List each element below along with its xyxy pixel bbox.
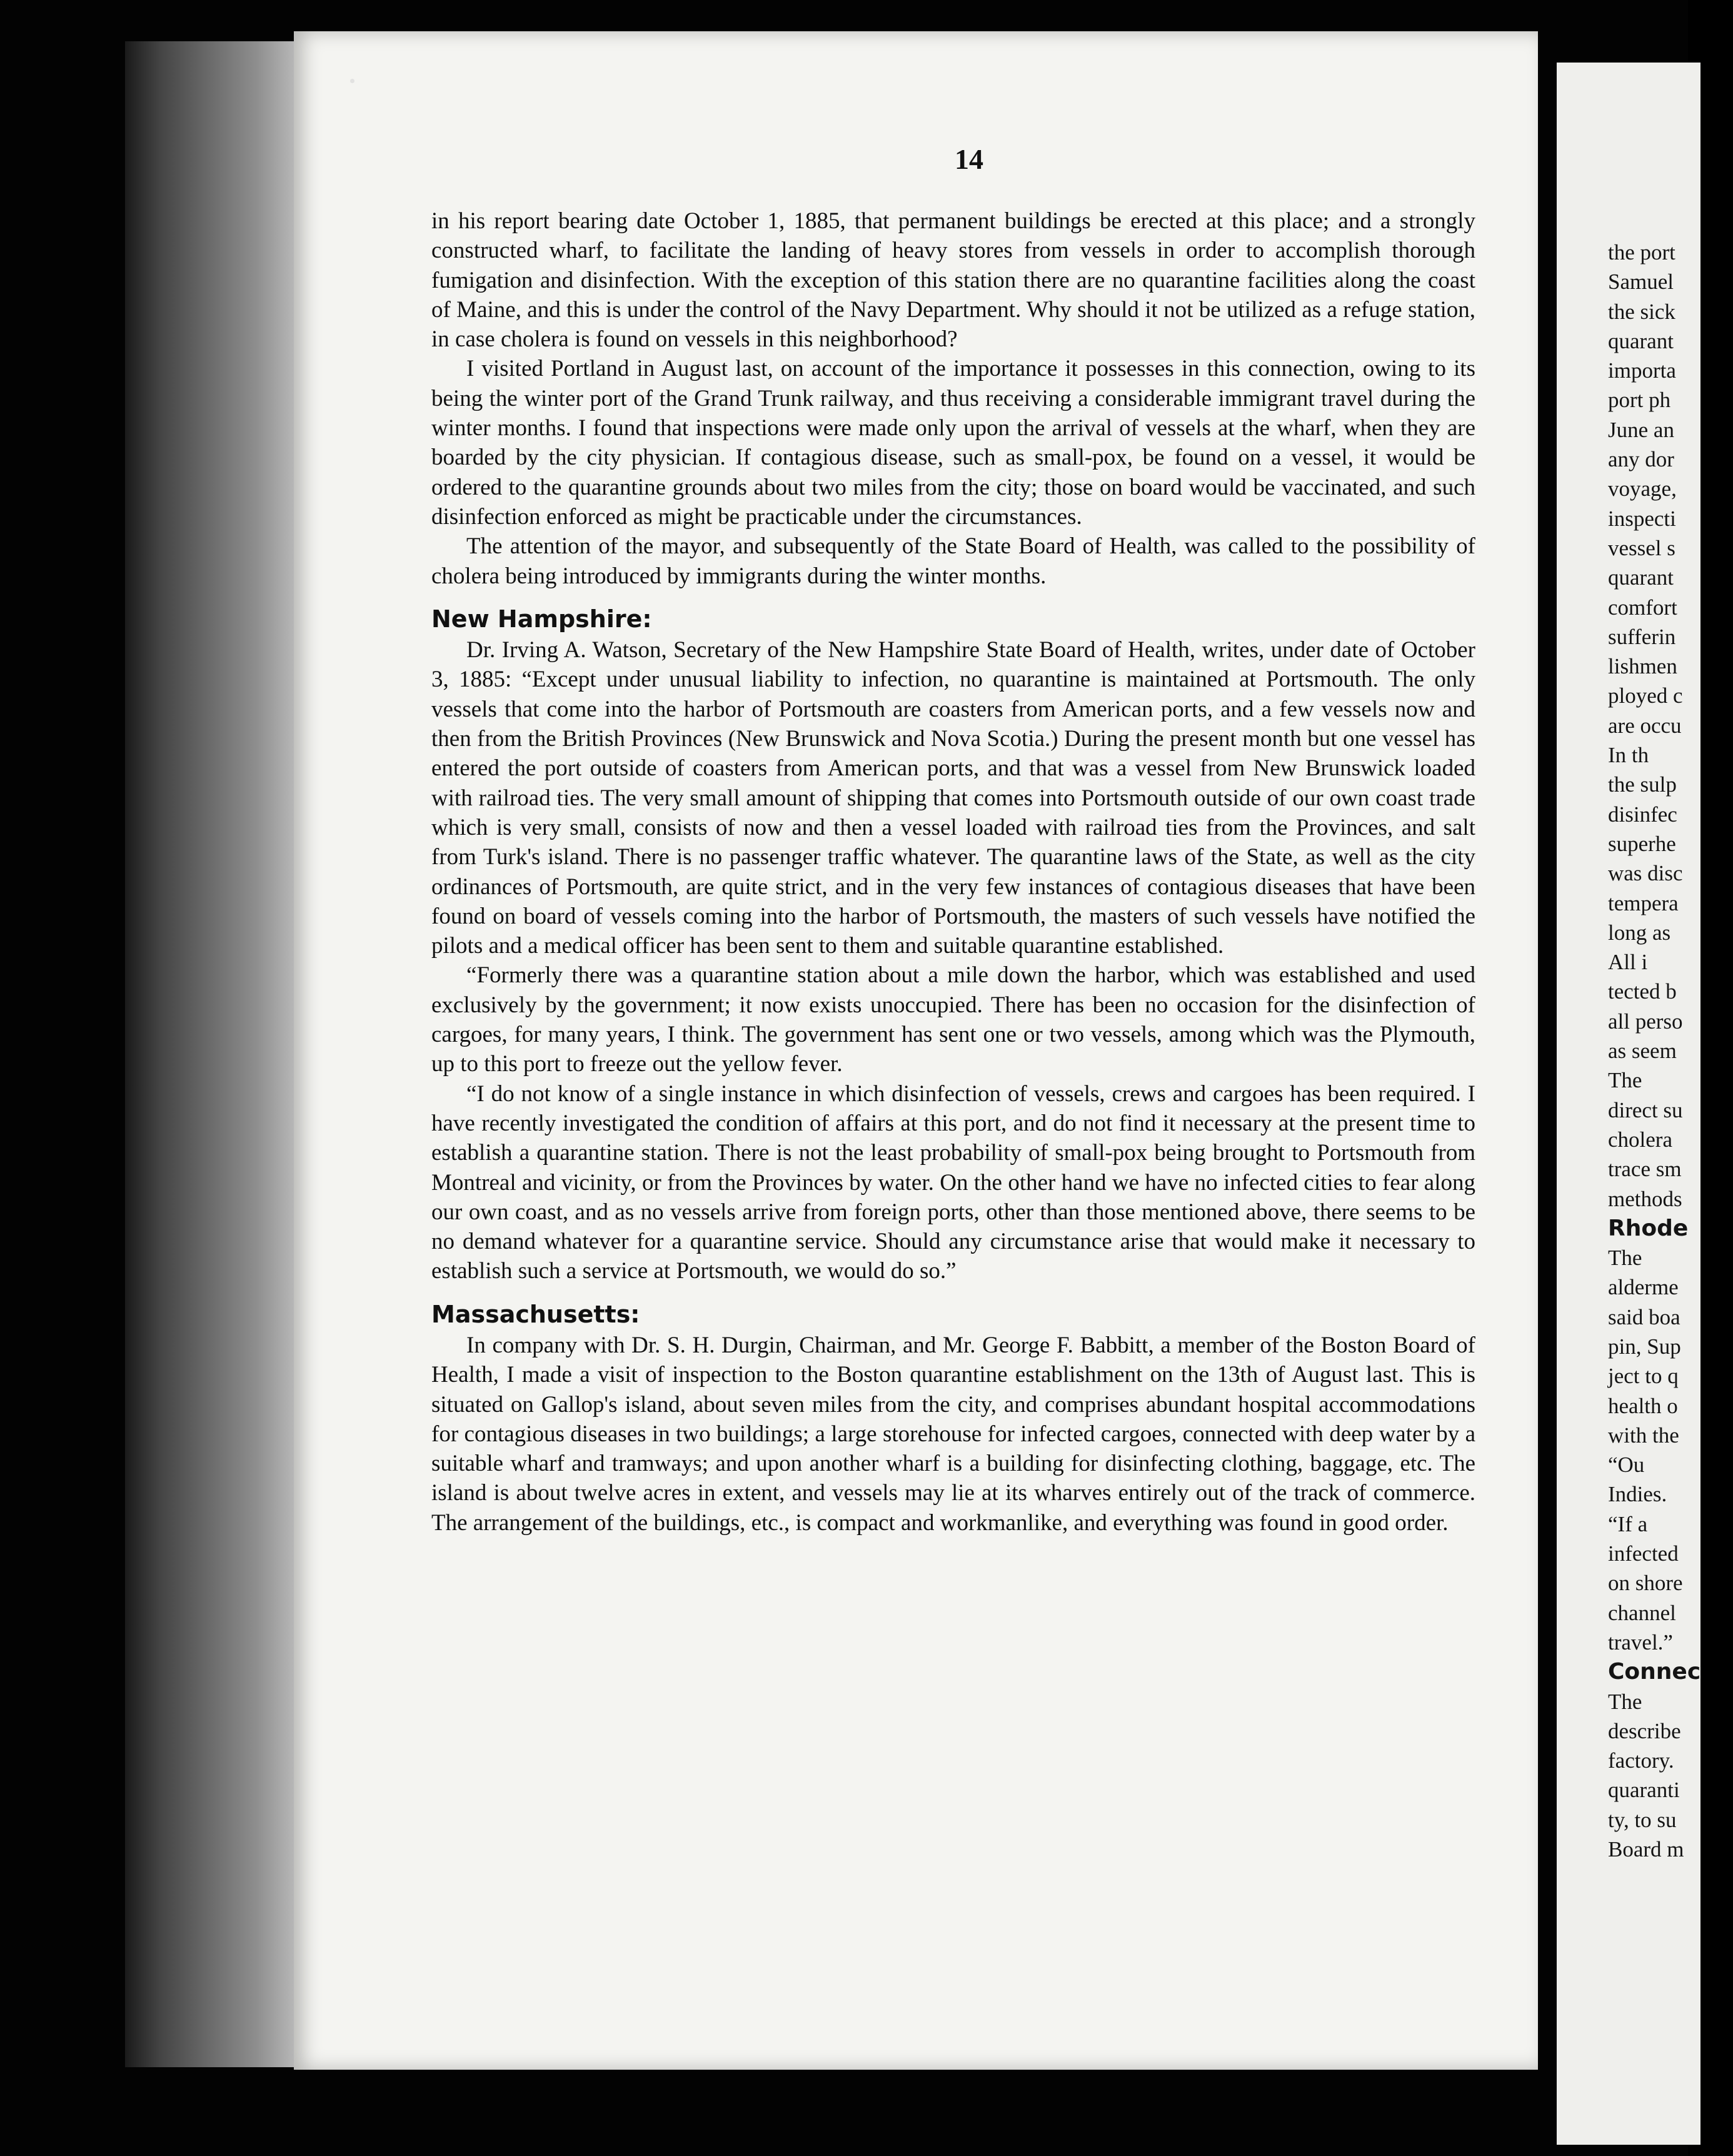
- right-page-line-fragment: alderme: [1608, 1275, 1679, 1300]
- right-page-line-fragment: ty, to su: [1608, 1807, 1677, 1832]
- right-page-line-fragment: on shore: [1608, 1571, 1683, 1596]
- right-page-line-fragment: the sick: [1608, 299, 1675, 324]
- right-page-line-fragment: tected b: [1608, 979, 1677, 1004]
- right-page-line-fragment: all perso: [1608, 1009, 1683, 1034]
- right-page-line-fragment: In th: [1608, 743, 1649, 768]
- right-page-line-fragment: sufferin: [1608, 624, 1676, 649]
- right-page-line-fragment: “If a: [1608, 1511, 1648, 1536]
- right-page-line-fragment: The: [1608, 1068, 1642, 1093]
- right-page-text-fragments: [1608, 238, 1733, 1864]
- right-page-line-fragment: pin, Sup: [1608, 1334, 1681, 1359]
- right-page-heading-fragment: Rhode: [1608, 1215, 1689, 1241]
- right-page-line-fragment: disinfec: [1608, 802, 1677, 827]
- right-page-line-fragment: superhe: [1608, 831, 1676, 856]
- section-heading: New Hampshire:: [431, 605, 652, 633]
- right-page-line-fragment: All i: [1608, 950, 1648, 975]
- right-page-line-fragment: infected: [1608, 1541, 1679, 1566]
- right-page-line-fragment: quarant: [1608, 328, 1674, 353]
- right-page-line-fragment: Indies.: [1608, 1482, 1667, 1507]
- right-page-line-fragment: travel.”: [1608, 1630, 1673, 1655]
- page-number: 14: [955, 143, 983, 175]
- right-page-line-fragment: voyage,: [1608, 476, 1677, 501]
- right-page-line-fragment: are occu: [1608, 713, 1682, 738]
- right-page-line-fragment: direct su: [1608, 1097, 1683, 1122]
- right-page-line-fragment: channel: [1608, 1600, 1676, 1625]
- right-page-line-fragment: lishmen: [1608, 654, 1677, 679]
- dust-speck: [350, 79, 354, 83]
- right-page-line-fragment: with the: [1608, 1423, 1679, 1448]
- right-page-line-fragment: The: [1608, 1246, 1642, 1271]
- right-page-line-fragment: Samuel: [1608, 270, 1674, 295]
- right-page-line-fragment: quaranti: [1608, 1778, 1680, 1803]
- right-page-line-fragment: the sulp: [1608, 772, 1677, 797]
- right-page-line-fragment: factory.: [1608, 1748, 1674, 1773]
- book-gutter-shadow: [125, 41, 300, 2067]
- right-page-line-fragment: trace sm: [1608, 1157, 1682, 1182]
- right-page-line-fragment: quarant: [1608, 565, 1674, 590]
- right-page-line-fragment: tempera: [1608, 890, 1679, 915]
- right-page-line-fragment: ject to q: [1608, 1364, 1679, 1389]
- right-page-line-fragment: “Ou: [1608, 1453, 1645, 1478]
- right-page-line-fragment: Board m: [1608, 1837, 1684, 1862]
- right-page-line-fragment: June an: [1608, 417, 1674, 442]
- paragraph: “Formerly there was a quarantine station about a mile down the harbor, which was established and used exclusively by the government; it now exists unoccupied. There has been no occasion for the disinfection of cargoes, for many years, I think. The government has sent one or two vessels, among which was the Plymouth, up to this port to freeze out the yellow fever.: [431, 962, 1475, 1077]
- right-page-line-fragment: The: [1608, 1689, 1642, 1714]
- right-page-line-fragment: long as: [1608, 920, 1671, 945]
- right-page-line-fragment: vessel s: [1608, 535, 1675, 560]
- right-page-line-fragment: ployed c: [1608, 683, 1683, 708]
- right-page-line-fragment: as seem: [1608, 1039, 1677, 1064]
- paragraph: The attention of the mayor, and subsequently of the State Board of Health, was called to the possibility of cholera being introduced by immigrants during the winter months.: [431, 533, 1475, 589]
- right-page-line-fragment: comfort: [1608, 595, 1677, 620]
- right-page-line-fragment: health o: [1608, 1393, 1678, 1418]
- right-page-line-fragment: any dor: [1608, 447, 1674, 472]
- left-page-text: [431, 206, 1475, 1538]
- right-page-line-fragment: was disc: [1608, 861, 1683, 886]
- paragraph: “I do not know of a single instance in which disinfection of vessels, crews and cargoes has been required. I have recently investigated the condition of affairs at this port, and do not find it necessary at the present time to establish a quarantine station. There is not the least probability of small-pox being brought to Portsmouth from Montreal and vicinity, or from the Provinces by water. On the other hand we have no infected cities to fear along our own coast, and as no vessels arrive from foreign ports, other than those mentioned above, there seems to be no demand whatever for a quarantine service. Should any circumstance arise that would make it necessary to establish such a service at Portsmouth, we would do so.”: [431, 1081, 1475, 1284]
- paragraph: In company with Dr. S. H. Durgin, Chairman, and Mr. George F. Babbitt, a member of the Boston Board of Health, I made a visit of inspection to the Boston quarantine establishment on the 13th of August last. This is situated on Gallop's island, about seven miles from the city, and comprises abundant hospital accommodations for contagious diseases in two buildings; a large storehouse for infected cargoes, connected with deep water by a suitable wharf and tramways; and upon another wharf is a building for disinfecting clothing, baggage, etc. The island is about twelve acres in extent, and vessels may lie at its wharves entirely out of the track of commerce. The arrangement of the buildings, etc., is compact and workmanlike, and everything was found in good order.: [431, 1332, 1475, 1536]
- right-page-line-fragment: importa: [1608, 358, 1676, 383]
- right-page-heading-fragment: Connec: [1608, 1659, 1701, 1685]
- section-heading: Massachusetts:: [431, 1300, 640, 1328]
- paragraph: Dr. Irving A. Watson, Secretary of the New Hampshire State Board of Health, writes, under date of October 3, 1885: “Except under unusual liability to infection, no quarantine is maintained at Portsmouth. The only vessels that come into the harbor of Portsmouth are coasters from American ports, and a few vessels now and then from the British Provinces (New Brunswick and Nova Scotia.) During the present month but one vessel has entered the port outside of coasters from American ports, and that was a vessel from New Brunswick loaded with railroad ties. The very small amount of shipping that comes into Portsmouth outside of our own coast trade which is very small, consists of now and then a vessel loaded with railroad ties from the Provinces, and salt from Turk's island. There is no passenger traffic whatever. The quarantine laws of the State, as well as the city ordinances of Portsmouth, are quite strict, and in the very few instances of contagious diseases that have been found on board of vessels coming into the harbor of Portsmouth, the masters of such vessels have notified the pilots and a medical officer has been sent to them and suitable quarantine established.: [431, 637, 1475, 959]
- right-page-line-fragment: the port: [1608, 240, 1675, 264]
- right-page-line-fragment: describe: [1608, 1718, 1681, 1743]
- right-page-line-fragment: inspecti: [1608, 506, 1676, 531]
- paragraph: in his report bearing date October 1, 1885, that permanent buildings be erected at this place; and a strongly constructed wharf, to facilitate the landing of heavy stores from vessels in order to accomplish thorough fumigation and disinfection. With the exception of this station there are no quarantine facilities along the coast of Maine, and this is under the control of the Navy Department. Why should it not be utilized as a refuge station, in case cholera is found on vessels in this neighborhood?: [431, 208, 1475, 353]
- right-page-line-fragment: port ph: [1608, 388, 1671, 413]
- right-page-line-fragment: cholera: [1608, 1127, 1672, 1152]
- right-page-line-fragment: said boa: [1608, 1304, 1680, 1329]
- paragraph: I visited Portland in August last, on account of the importance it possesses in this connection, owing to its being the winter port of the Grand Trunk railway, and thus receiving a considerable immigrant travel during the winter months. I found that inspections were made only upon the arrival of vessels at the wharf, when they are boarded by the city physician. If contagious disease, such as small-pox, be found on a vessel, it would be ordered to the quarantine grounds about two miles from the city; those on board would be vaccinated, and such disinfection enforced as might be practicable under the circumstances.: [431, 356, 1475, 530]
- right-page-line-fragment: methods: [1608, 1186, 1682, 1211]
